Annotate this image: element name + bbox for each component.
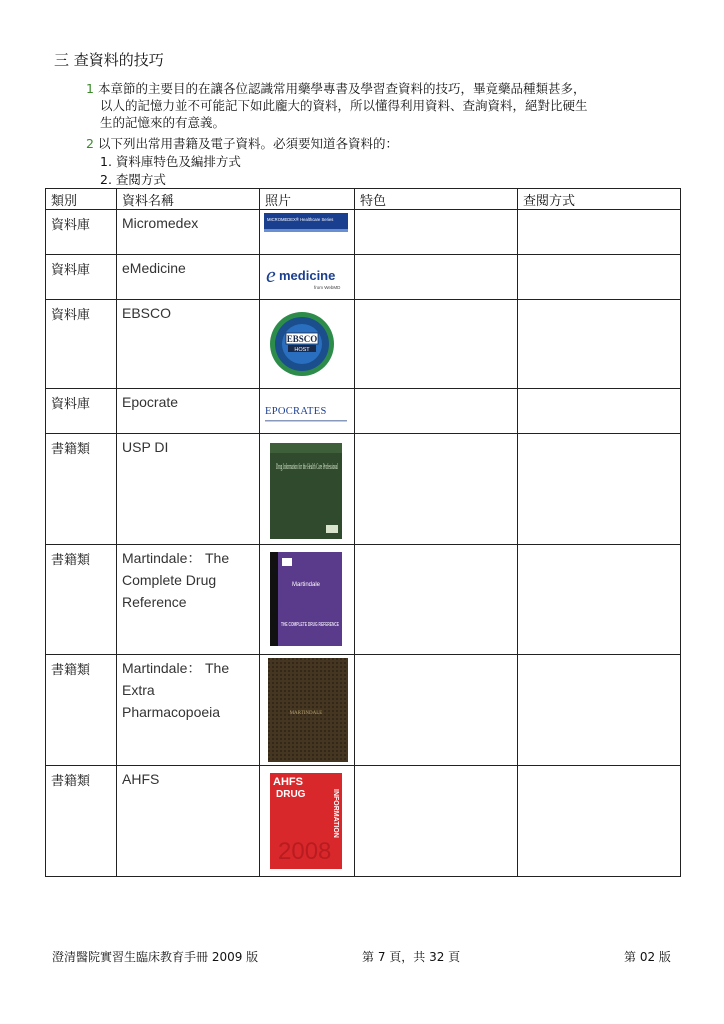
epocrates-logo-image xyxy=(260,389,355,434)
list-item-2: 2. 查閱方式 xyxy=(100,172,166,187)
ahfs-cover-title: AHFS xyxy=(273,776,303,788)
row-name: USP DI xyxy=(117,434,260,545)
header-name: 資料名稱 xyxy=(117,189,260,210)
table-row xyxy=(46,655,681,766)
row-category: 書籍類 xyxy=(46,434,117,545)
emedicine-logo-image xyxy=(260,255,355,300)
paragraph-2 xyxy=(86,135,398,152)
row-features xyxy=(355,434,518,545)
martindale-complete-subtitle: THE COMPLETE DRUG REFERENCE xyxy=(281,622,340,628)
row-name: Martindale： The Complete Drug Reference xyxy=(117,545,260,655)
row-category: 資料庫 xyxy=(46,389,117,434)
usp-di-book-cover-image xyxy=(260,434,355,545)
row-category: 資料庫 xyxy=(46,255,117,300)
paragraph-2-text: 以下列出常用書籍及電子資料。必須要知道各資料的： xyxy=(97,136,398,151)
row-lookup xyxy=(518,255,681,300)
row-name: eMedicine xyxy=(117,255,260,300)
row-lookup xyxy=(518,655,681,766)
ahfs-cover-information: INFORMATION xyxy=(332,789,339,838)
table-row xyxy=(46,300,681,389)
micromedex-banner-image xyxy=(260,210,355,255)
row-features xyxy=(355,389,518,434)
row-category: 書籍類 xyxy=(46,766,117,877)
ebsco-logo-bottom: HOST xyxy=(294,347,310,353)
footer-page-number: 第 7 頁，共 32 頁 xyxy=(362,950,461,964)
martindale-complete-title: Martindale xyxy=(292,582,321,588)
table-row xyxy=(46,389,681,434)
paragraph-1-line-3: 生的記憶來的有意義。 xyxy=(100,115,226,130)
martindale-extra-cover-image xyxy=(260,655,355,766)
paragraph-1-line-2: 以人的記憶力並不可能記下如此龐大的資料，所以懂得利用資料、查詢資料，絕對比硬生 xyxy=(100,98,588,113)
table-row xyxy=(46,766,681,877)
epocrates-logo-text: EPOCRATES xyxy=(265,406,327,417)
row-name: EBSCO xyxy=(117,300,260,389)
table-header-row xyxy=(46,189,681,210)
row-features xyxy=(355,655,518,766)
row-features xyxy=(355,766,518,877)
row-name: AHFS xyxy=(117,766,260,877)
row-features xyxy=(355,210,518,255)
header-lookup: 查閱方式 xyxy=(518,189,681,210)
ahfs-cover-image xyxy=(260,766,355,877)
emedicine-logo-text: medicine xyxy=(279,268,336,283)
table-row xyxy=(46,210,681,255)
row-name: Martindale： The Extra Pharmacopoeia xyxy=(117,655,260,766)
emedicine-logo-e: e xyxy=(266,262,276,287)
ahfs-cover-drug: DRUG xyxy=(276,789,306,800)
row-category: 資料庫 xyxy=(46,210,117,255)
usp-cover-title: Drug Information for the Health Care Professional xyxy=(276,462,339,471)
row-lookup xyxy=(518,389,681,434)
list-item-1: 1. 資料庫特色及編排方式 xyxy=(100,154,241,169)
table-row xyxy=(46,434,681,545)
row-features xyxy=(355,255,518,300)
row-lookup xyxy=(518,210,681,255)
paragraph-1-line-1: 本章節的主要目的在讓各位認識常用藥學專書及學習查資料的技巧，畢竟藥品種類甚多， xyxy=(97,81,586,96)
row-name: Micromedex xyxy=(117,210,260,255)
paragraph-1 xyxy=(86,80,686,131)
paragraph-2-number: 2 xyxy=(86,136,94,151)
row-name: Epocrate xyxy=(117,389,260,434)
row-features xyxy=(355,300,518,389)
micromedex-banner-text: MICROMEDEX® Healthcare Series xyxy=(267,217,334,222)
ahfs-cover-year: 2008 xyxy=(278,838,332,865)
martindale-complete-cover-image xyxy=(260,545,355,655)
header-photo: 照片 xyxy=(260,189,355,210)
footer-left: 澄清醫院實習生臨床教育手冊 2009 版 xyxy=(52,950,259,964)
table-row xyxy=(46,255,681,300)
row-category: 資料庫 xyxy=(46,300,117,389)
reference-table xyxy=(45,188,681,877)
emedicine-logo-from: from WebMD xyxy=(314,285,341,290)
ebsco-logo-top: EBSCO xyxy=(286,334,318,344)
header-features: 特色 xyxy=(355,189,518,210)
row-features xyxy=(355,545,518,655)
footer-version: 第 02 版 xyxy=(624,950,671,964)
ebsco-host-logo-image xyxy=(260,300,355,389)
row-category: 書籍類 xyxy=(46,655,117,766)
section-title: 三 查資料的技巧 xyxy=(54,51,164,69)
row-lookup xyxy=(518,545,681,655)
table-row xyxy=(46,545,681,655)
paragraph-1-number: 1 xyxy=(86,81,94,96)
row-lookup xyxy=(518,766,681,877)
header-category: 類別 xyxy=(46,189,117,210)
row-lookup xyxy=(518,300,681,389)
martindale-extra-spine: MARTINDALE xyxy=(289,711,323,716)
row-category: 書籍類 xyxy=(46,545,117,655)
row-lookup xyxy=(518,434,681,545)
